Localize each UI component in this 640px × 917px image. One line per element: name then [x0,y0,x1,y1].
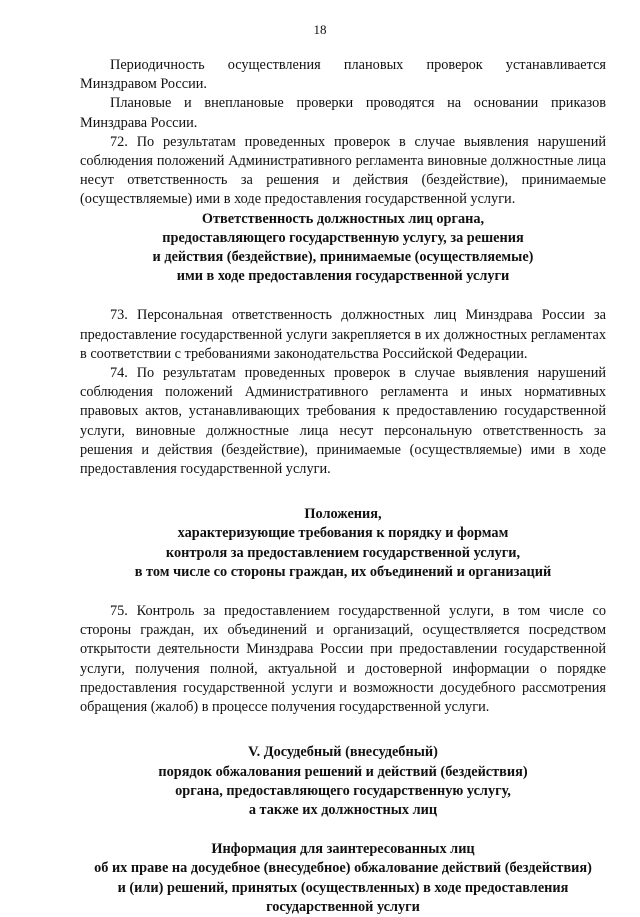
heading-officials-responsibility [80,210,606,287]
paragraph-75: 75. Контроль за предоставлением государственной услуги, в том числе со стороны граждан, их объединений и организаций, осуществляется посредством открытости деятельности Минздрава России при предоставлении государственной услуги, получения полной, актуальной и достоверной информации о порядке предоставления государственной услуги и возможности досудебного рассмотрения обращения (жалоб) в процессе получения государственной услуги. [80,603,606,716]
heading-line: и действия (бездействие), принимаемые (осуществляемые) [152,249,534,266]
heading-line: а также их должностных лиц [248,801,438,818]
paragraph-72: 72. По результатам проведенных проверок в случае выявления нарушений соблюдения положений Административного регламента виновные должностные лица несут ответственность за решения и действия (бездействие), принимаемые (осуществляемые) ими в ходе предоставления государственной услуги. [80,133,606,208]
heading-line: государственной услуги [266,898,420,915]
heading-line: контроля за предоставлением государственной услуги, [165,544,521,561]
document-body [80,56,606,917]
heading-line: в том числе со стороны граждан, их объединений и организаций [134,563,552,580]
heading-line: и (или) решений, принятых (осуществленных) в ходе предоставления [117,879,569,896]
heading-control-provisions [80,505,606,582]
heading-line: Положения, [304,506,382,523]
paragraph-inspection-basis: Плановые и внеплановые проверки проводятся на основании приказов Минздрава России. [80,95,606,131]
paragraph-inspection-frequency: Периодичность осуществления плановых проверок устанавливается Минздравом России. [80,57,606,93]
heading-line: характеризующие требования к порядку и формам [177,525,509,542]
heading-line: порядок обжалования решений и действий (бездействия) [158,763,528,780]
heading-line: ими в ходе предоставления государственной услуги [176,268,510,285]
heading-line: предоставляющего государственную услугу, за решения [162,229,524,246]
heading-line: Информация для заинтересованных лиц [211,841,475,858]
heading-section-v [80,743,606,820]
heading-line: об их праве на досудебное (внесудебное) обжалование действий (бездействия) [94,860,592,877]
page-number: 18 [313,22,327,37]
paragraph-74: 74. По результатам проведенных проверок в случае выявления нарушений соблюдения положений Административного регламента и иных нормативных правовых актов, устанавливающих требования к предоставлению государственной услуги, виновные должностные лица несут персональную ответственность за решения и действия (бездействие), принимаемые (осуществляемые) ими в ходе предоставления государственной услуги. [80,365,606,478]
heading-line: V. Досудебный (внесудебный) [248,744,438,761]
heading-interested-parties-info [80,840,606,917]
heading-line: Ответственность должностных лиц органа, [201,210,485,227]
heading-line: органа, предоставляющего государственную услугу, [175,782,511,799]
paragraph-73: 73. Персональная ответственность должностных лиц Минздрава России за предоставление государственной услуги закрепляется в их должностных регламентах в соответствии с требованиями законодательства Российской Федерации. [80,307,606,362]
